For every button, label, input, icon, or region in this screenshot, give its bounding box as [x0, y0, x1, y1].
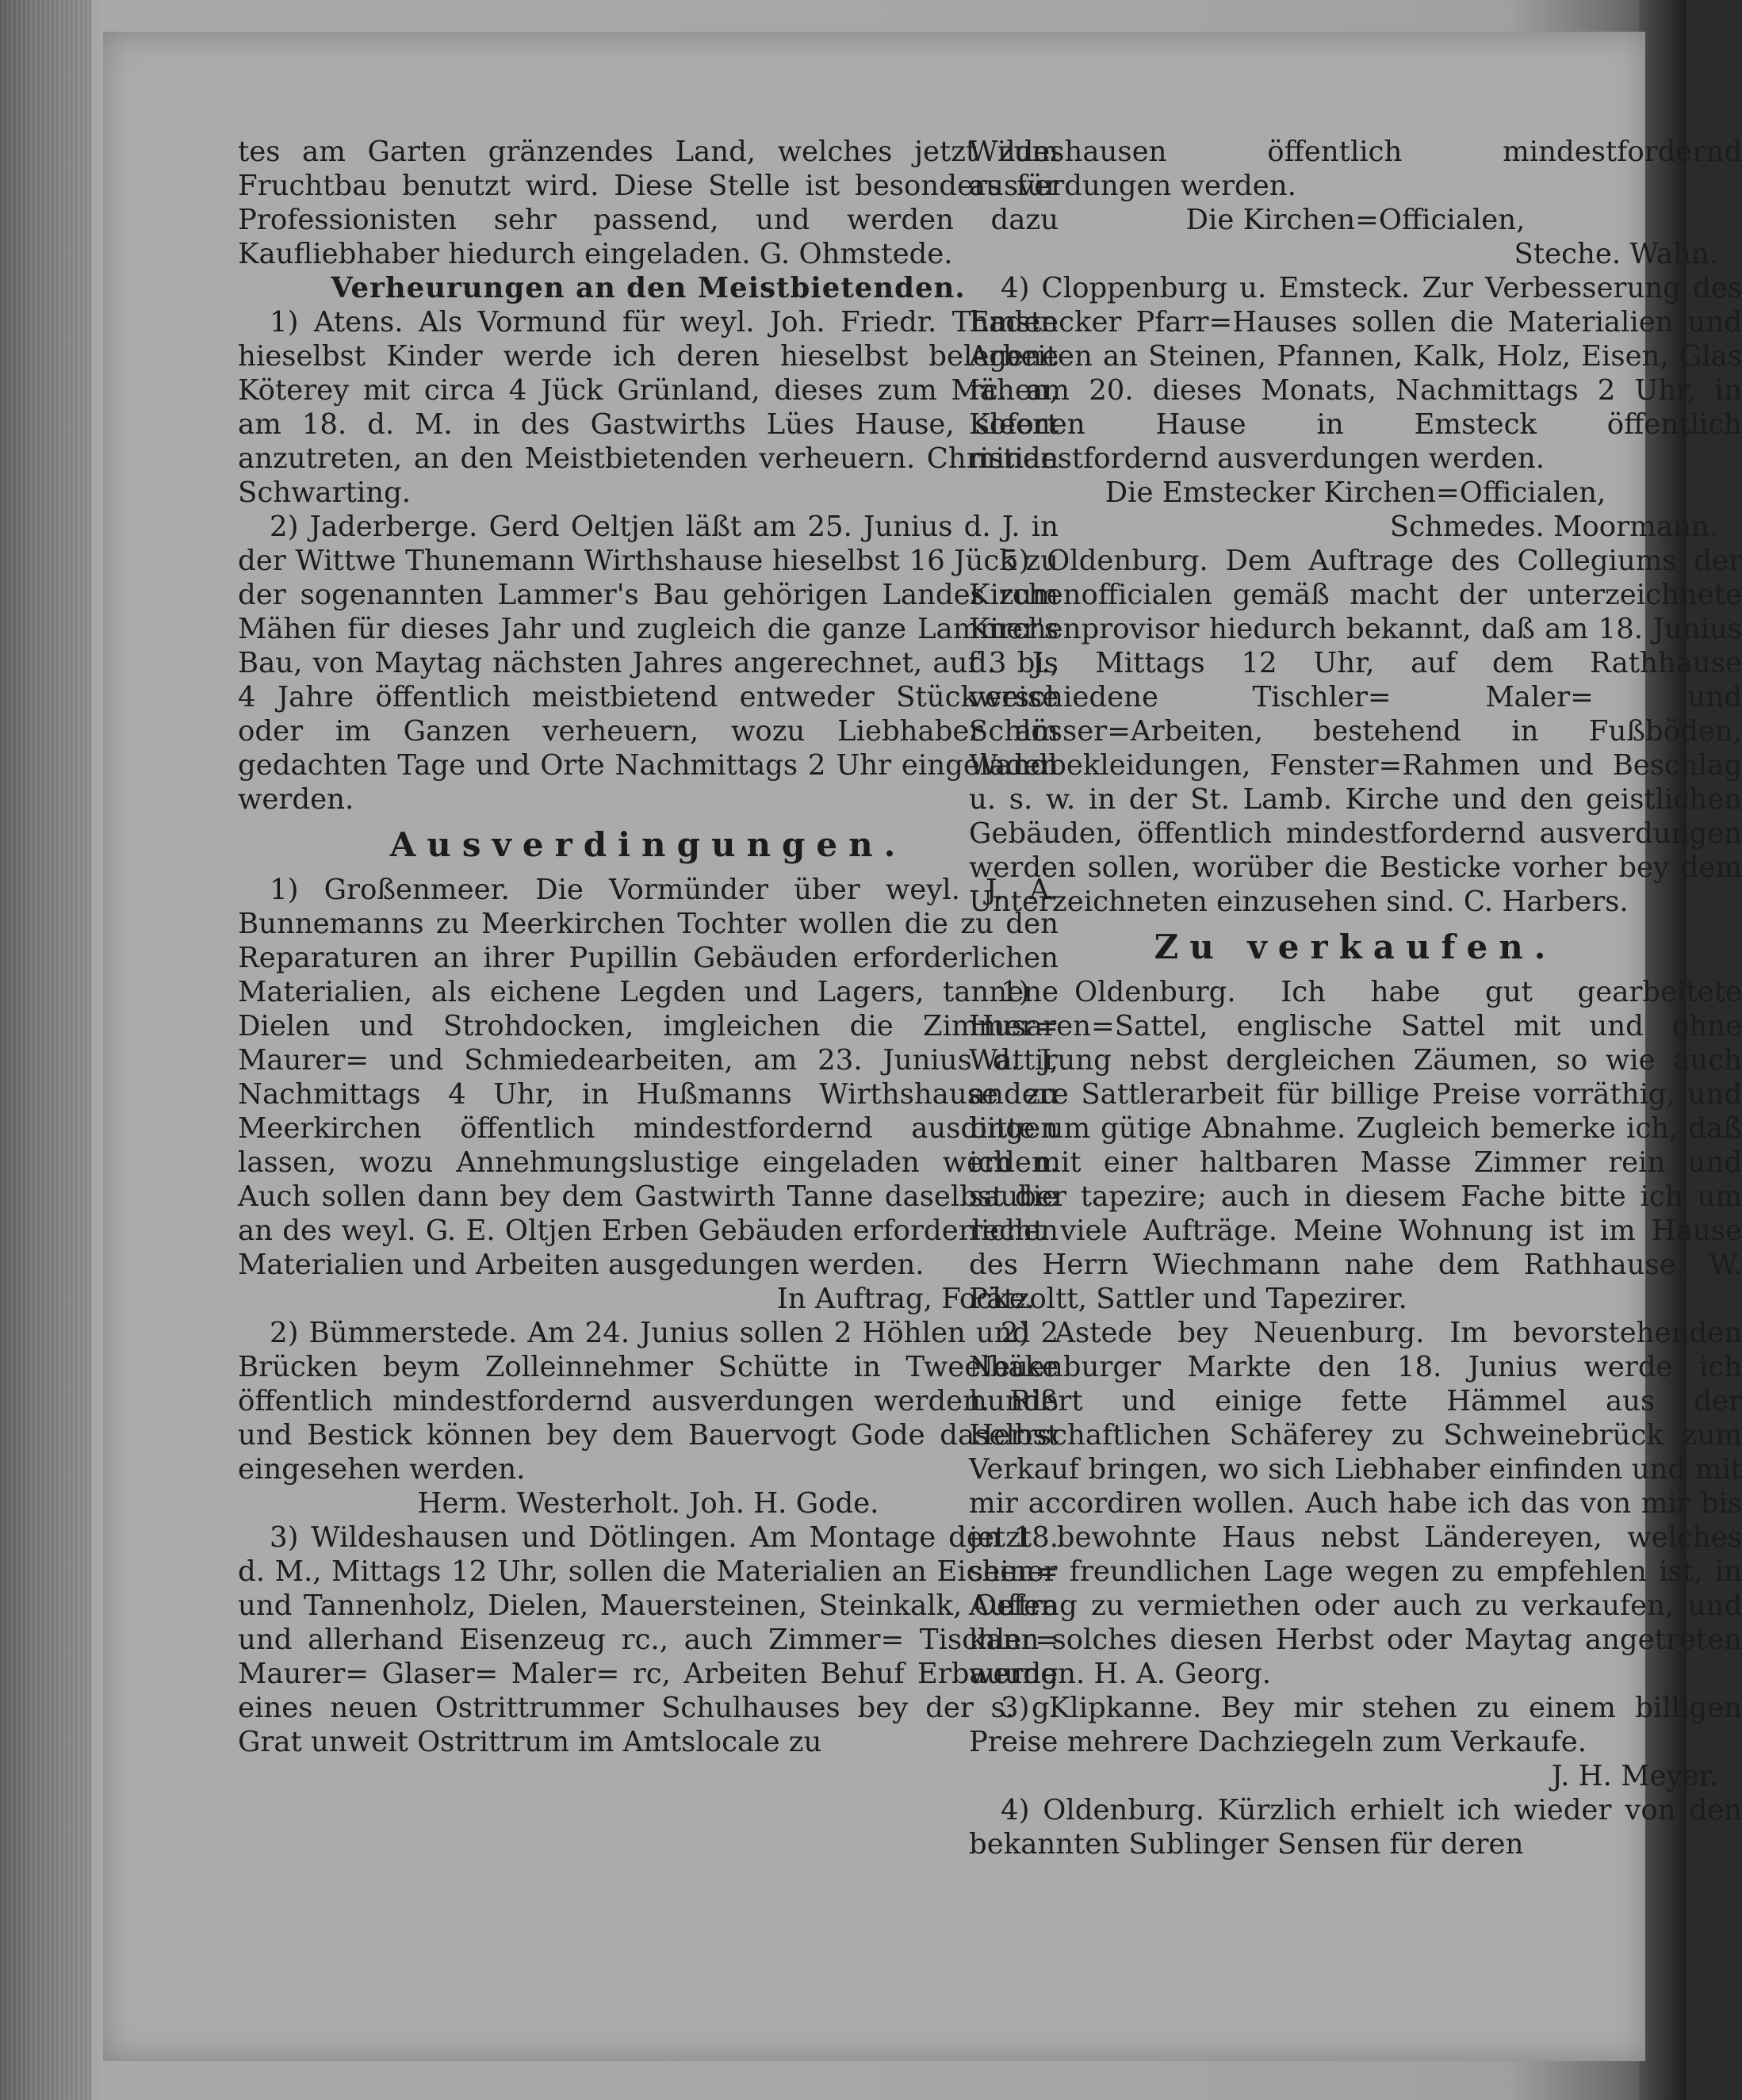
notice-cloppenburg-signature-2: Schmedes. Moormann. — [1389, 511, 1718, 543]
notice-astede: 2) Astede bey Neuenburg. Im bevorstehenden Neuenburger Markte den 18. Junius werde ich hundert und einige fette Hämmel aus der Herrschaftlichen Schäferey zu Schweinebrück zum Verkauf bringen, wo sich Liebhaber einfinden und mit mir accordiren wollen. Auch habe ich das von mir bis jetzt bewohnte Haus nebst Ländereyen, welches seiner freundlichen Lage wegen zu empfehlen ist, in Auftrag zu vermiethen oder auch zu verkaufen, und kann solches diesen Herbst oder Maytag angetreten werden. H. A. Georg. — [969, 1317, 1742, 1690]
notice-grossenmeer: 1) Großenmeer. Die Vormünder über weyl. J. A. Bunnemanns zu Meerkirchen Tochter wollen die zu den Reparaturen an ihrer Pupillin Gebäuden erforderlichen Materialien, als eichene Legden und Lagers, tannene Dielen und Strohdocken, imgleichen die Zimmer= Maurer= und Schmiedearbeiten, am 23. Junius d. J, Nachmittags 4 Uhr, in Hußmanns Wirthshause zu Meerkirchen öffentlich mindestfordernd ausdingen lassen, wozu Annehmungslustige eingeladen werden. Auch sollen dann bey dem Gastwirth Tanne daselbst die an des weyl. G. E. Oltjen Erben Gebäuden erforderlichen Materialien und Arbeiten ausgedungen werden. — [238, 874, 1059, 1281]
newspaper-page — [103, 32, 1742, 2061]
section-heading-verheurungen: Verheurungen an den Meistbietenden. — [331, 272, 966, 304]
notice-atens: 1) Atens. Als Vormund für weyl. Joh. Friedr. Thaden hieselbst Kinder werde ich deren hieselbst belegene Köterey mit circa 4 Jück Grünland, dieses zum Mähen, am 18. d. M. in des Gastwirths Lües Hause, sofort anzutreten, an den Meistbietenden verheuern. Christian Schwarting. — [238, 306, 1059, 509]
section-heading-zu-verkaufen: Zu verkaufen. — [1154, 928, 1557, 966]
notice-oldenburg-sensen: 4) Oldenburg. Kürzlich erhielt ich wieder von den bekannten Sublinger Sensen für deren — [969, 1794, 1742, 1861]
notice-klipkanne-signature: J. H. Meyer. — [1551, 1760, 1718, 1792]
notice-wildeshausen: 3) Wildeshausen und Dötlingen. Am Montage den 18. d. M., Mittags 12 Uhr, sollen die Materialien an Eichen= und Tannenholz, Dielen, Mauersteinen, Steinkalk, Oefen und allerhand Eisenzeug rc., auch Zimmer= Tischler= Maurer= Glaser= Maler= rc, Arbeiten Behuf Erbauung eines neuen Ostrittrummer Schulhauses bey der s. g. Grat unweit Ostrittrum im Amtslocale zu — [238, 1521, 1059, 1758]
page-stack-edge-left — [0, 0, 91, 2100]
intro-paragraph: tes am Garten gränzendes Land, welches jetzt zum Fruchtbau benutzt wird. Diese Stelle ist besonders für Professionisten sehr passend, und werden dazu Kaufliebhaber hiedurch eingeladen. G. Ohmstede. — [238, 136, 1059, 270]
notice-oldenburg-sattler: 1) Oldenburg. Ich habe gut gearbeitete Husaren=Sattel, englische Sattel mit und ohne Wattirung nebst dergleichen Zäumen, so wie auch andere Sattlerarbeit für billige Preise vorräthig, und bitte um gütige Abnahme. Zugleich bemerke ich, daß ich mit einer haltbaren Masse Zimmer rein und sauber tapezire; auch in diesem Fache bitte ich um recht viele Aufträge. Meine Wohnung ist im Hause des Herrn Wiechmann nahe dem Rathhause. W. Pätzoltt, Sattler und Tapezirer. — [969, 976, 1742, 1315]
section-heading-ausverdingungen: Ausverdingungen. — [389, 825, 907, 864]
notice-buemmerstede-signature: Herm. Westerholt. Joh. H. Gode. — [417, 1487, 879, 1520]
notice-klipkanne: 3) Klipkanne. Bey mir stehen zu einem billigen Preise mehrere Dachziegeln zum Verkaufe. — [969, 1692, 1742, 1758]
notice-cloppenburg-signature-1: Die Emstecker Kirchen=Officialen, — [1105, 476, 1606, 509]
notice-wildeshausen-signature-2: Steche. Wahn. — [1514, 238, 1718, 270]
notice-jaderberge: 2) Jaderberge. Gerd Oeltjen läßt am 25. Junius d. J. in der Wittwe Thunemann Wirthshause hieselbst 16 Jück zu der sogenannten Lammer's Bau gehörigen Landes zum Mähen für dieses Jahr und zugleich die ganze Lammer's Bau, von Maytag nächsten Jahres angerechnet, auf 3 bis 4 Jahre öffentlich meistbietend entweder Stückweise oder im Ganzen verheuern, wozu Liebhaber am gedachten Tage und Orte Nachmittags 2 Uhr eingeladen werden. — [238, 511, 1059, 816]
notice-grossenmeer-signature: In Auftrag, Focke. — [776, 1283, 1035, 1315]
right-column — [969, 135, 1742, 1861]
notice-cloppenburg: 4) Cloppenburg u. Emsteck. Zur Verbesserung des Emstecker Pfarr=Hauses sollen die Materialien und Arbeiten an Steinen, Pfannen, Kalk, Holz, Eisen, Glas rc. am 20. dieses Monats, Nachmittags 2 Uhr, in Kleenen Hause in Emsteck öffentlich mindestfordernd ausverdungen werden. — [969, 272, 1742, 475]
notice-wildeshausen-continued: Wildeshausen öffentlich mindestfordernd ausverdungen werden. — [969, 136, 1742, 202]
notice-oldenburg-kirche: 5) Oldenburg. Dem Auftrage des Collegiums der Kirchenofficialen gemäß macht der unterzeichnete Kirchenprovisor hiedurch bekannt, daß am 18. Junius d. J., Mittags 12 Uhr, auf dem Rathhause verschiedene Tischler= Maler= und Schlösser=Arbeiten, bestehend in Fußböden, Wandbekleidungen, Fenster=Rahmen und Beschlag u. s. w. in der St. Lamb. Kirche und den geistlichen Gebäuden, öffentlich mindestfordernd ausverdungen werden sollen, worüber die Besticke vorher bey dem Unterzeichneten einzusehen sind. C. Harbers. — [969, 545, 1742, 918]
notice-buemmerstede: 2) Bümmerstede. Am 24. Junius sollen 2 Höhlen und 2 Brücken beym Zolleinnehmer Schütte in Tweelbäke öffentlich mindestfordernd ausverdungen werden. Riß und Bestick können bey dem Bauervogt Gode daselbst eingesehen werden. — [238, 1317, 1059, 1486]
left-column — [238, 135, 1059, 1759]
notice-wildeshausen-signature-1: Die Kirchen=Officialen, — [1185, 204, 1526, 236]
